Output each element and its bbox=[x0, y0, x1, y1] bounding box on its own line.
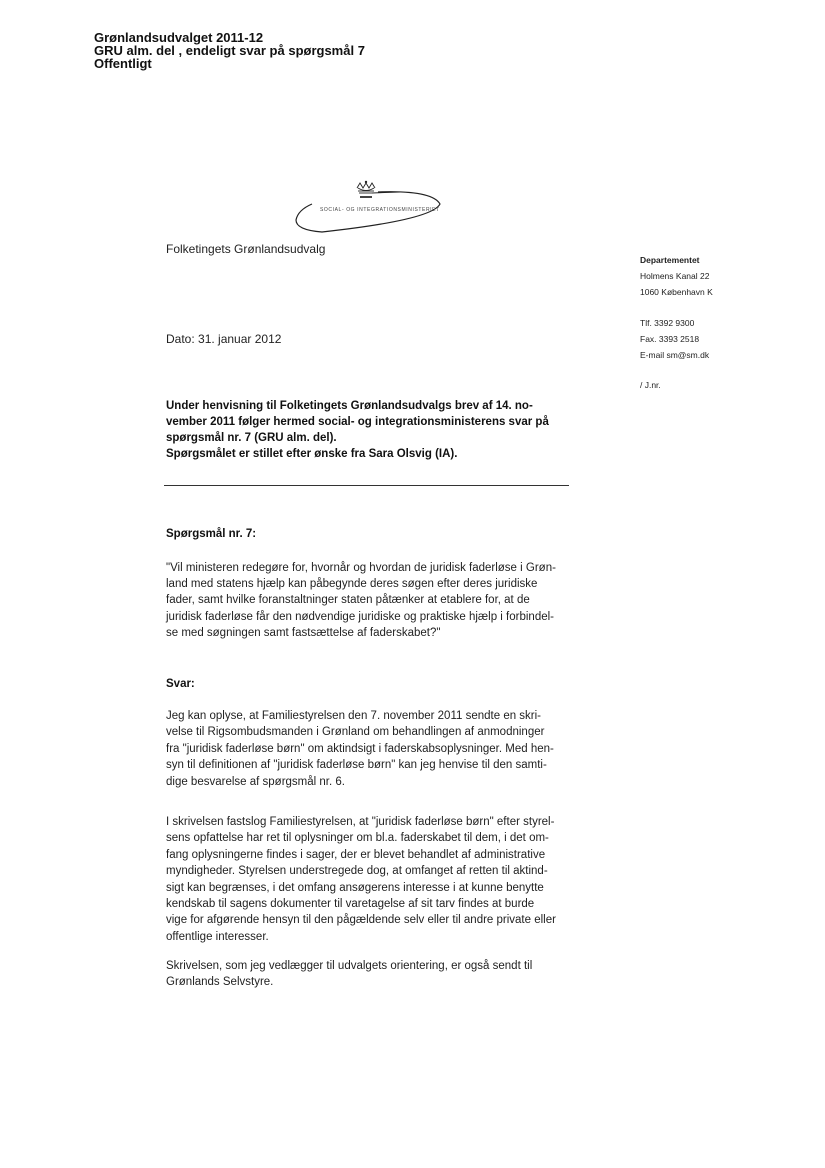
address-street: Holmens Kanal 22 bbox=[640, 271, 710, 281]
answer-line: sigt kan begrænses, i det omfang ansøgerens interesse i at kunne benytte bbox=[166, 881, 544, 894]
intro-line: Under henvisning til Folketingets Grønlandsudvalgs brev af 14. no- bbox=[166, 400, 533, 412]
department-name: Departementet bbox=[640, 255, 700, 265]
phone-number: Tlf. 3392 9300 bbox=[640, 318, 695, 328]
header-committee: Grønlandsudvalget 2011-12 bbox=[94, 30, 264, 45]
ministry-name: SOCIAL- OG INTEGRATIONSMINISTERIET bbox=[320, 207, 440, 213]
answer-line: I skrivelsen fastslog Familiestyrelsen, at "juridisk faderløse børn" efter styrel- bbox=[166, 816, 555, 828]
answer-heading: Svar: bbox=[166, 678, 195, 690]
question-line: se med søgningen samt fastsættelse af faderskabet?" bbox=[166, 626, 441, 639]
answer-line: myndigheder. Styrelsen understregede dog, at omfanget af retten til aktind- bbox=[166, 865, 548, 878]
sender-sidebar bbox=[640, 252, 713, 393]
journal-number: / J.nr. bbox=[640, 380, 661, 390]
question-text bbox=[166, 560, 586, 641]
answer-paragraph-1 bbox=[166, 708, 586, 790]
recipient: Folketingets Grønlandsudvalg bbox=[166, 242, 326, 256]
answer-line: fang oplysningerne findes i sager, der er blevet behandlet af administrative bbox=[166, 848, 546, 861]
intro-paragraph bbox=[166, 398, 586, 462]
intro-line: spørgsmål nr. 7 (GRU alm. del). bbox=[166, 432, 337, 444]
question-line: juridisk faderløse får den nødvendige juridiske og praktiske hjælp i forbindel- bbox=[166, 610, 554, 623]
answer-line: offentlige interesser. bbox=[166, 930, 269, 943]
email-address: E-mail sm@sm.dk bbox=[640, 350, 710, 360]
letter-date: Dato: 31. januar 2012 bbox=[166, 332, 282, 346]
answer-line: Jeg kan oplyse, at Familiestyrelsen den 7. november 2011 sendte en skri- bbox=[166, 710, 542, 722]
header-status: Offentligt bbox=[94, 56, 152, 71]
question-line: land med statens hjælp kan påbegynde deres søgen efter deres juridiske bbox=[166, 578, 538, 591]
header-subject: GRU alm. del , endeligt svar på spørgsmål 7 bbox=[94, 43, 365, 58]
answer-line: dige besvarelse af spørgsmål nr. 6. bbox=[166, 775, 345, 788]
intro-line: vember 2011 følger hermed social- og integrationsministerens svar på bbox=[166, 416, 549, 428]
question-line: "Vil ministeren redegøre for, hvornår og hvordan de juridisk faderløse i Grøn- bbox=[166, 562, 556, 574]
answer-paragraph-3 bbox=[166, 958, 586, 991]
answer-line: Skrivelsen, som jeg vedlægger til udvalgets orientering, er også sendt til bbox=[166, 960, 533, 972]
question-line: fader, samt hvilke foranstaltninger staten påtænker at etablere for, at de bbox=[166, 594, 530, 607]
answer-line: velse til Rigsombudsmanden i Grønland om behandlingen af anmodninger bbox=[166, 726, 545, 739]
ministry-logo bbox=[282, 180, 444, 240]
answer-line: Grønlands Selvstyre. bbox=[166, 976, 274, 989]
answer-line: syn til definitionen af "juridisk faderløse børn" kan jeg henvise til den samti- bbox=[166, 759, 547, 772]
answer-line: vige for afgørende hensyn til den pågældende selv eller til andre private eller bbox=[166, 914, 556, 927]
fax-number: Fax. 3393 2518 bbox=[640, 334, 700, 344]
answer-line: sens opfattelse har ret til oplysninger om bl.a. faderskabet til dem, i det om- bbox=[166, 832, 549, 845]
question-heading: Spørgsmål nr. 7: bbox=[166, 528, 257, 540]
address-city: 1060 København K bbox=[640, 287, 713, 297]
answer-line: kendskab til sagens dokumenter til varetagelse af sit tarv findes at burde bbox=[166, 898, 535, 911]
divider-line bbox=[164, 485, 569, 486]
intro-line: Spørgsmålet er stillet efter ønske fra Sara Olsvig (IA). bbox=[166, 448, 458, 460]
answer-line: fra "juridisk faderløse børn" om aktindsigt i faderskabsoplysninger. Med hen- bbox=[166, 742, 554, 755]
document-header bbox=[94, 31, 365, 70]
answer-paragraph-2 bbox=[166, 814, 586, 945]
